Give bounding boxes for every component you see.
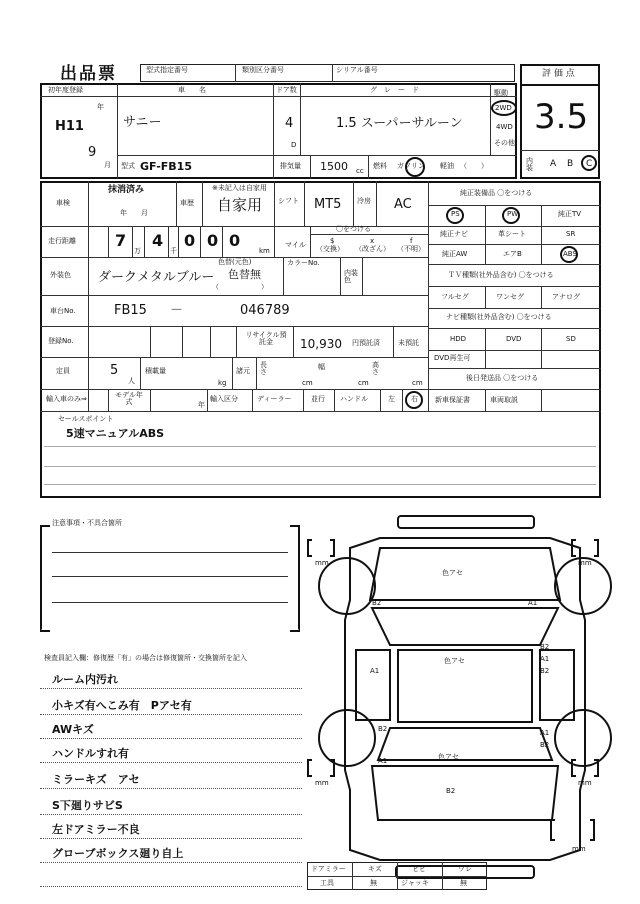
mileage-digit-1: 7	[115, 231, 127, 250]
class-no-label: 類別区分番号	[242, 66, 284, 74]
reg-label: 登録No.	[48, 337, 74, 345]
width-cm: cm	[358, 379, 369, 387]
inspection-ym: 年 月	[120, 209, 148, 217]
chassis-number: 046789	[240, 303, 290, 318]
capacity-unit: 人	[128, 377, 135, 385]
type-no-label: 型式指定番号	[146, 66, 188, 74]
interior-grade-label: 内装	[526, 157, 533, 172]
car-name-value: サニー	[123, 115, 162, 130]
mm-fl: mm	[315, 559, 329, 567]
color-no-label: カラーNo.	[287, 259, 320, 267]
model-year-label: モデル年式	[115, 391, 143, 406]
displacement-value: 1500	[320, 160, 348, 173]
tv-oneseg: ワンセグ	[496, 293, 524, 301]
shift-label: シフト	[278, 197, 299, 205]
mileage-man: 万	[134, 247, 141, 255]
dmg-right-b2-2: B2	[540, 667, 550, 675]
length-label: 長さ	[260, 361, 267, 376]
ac-label: 冷房	[357, 197, 371, 205]
spec-label: 諸元	[236, 367, 250, 375]
drive-label: 駆動	[494, 89, 508, 97]
era-value: H11	[55, 119, 84, 134]
first-reg-label: 初年度登録	[48, 86, 83, 94]
dmg-right-b2: B2	[540, 643, 550, 651]
mileage-mile: マイル	[285, 241, 306, 249]
recycle-unit: 円預託済	[352, 339, 380, 347]
grade-value: 1.5 スーパーサルーン	[336, 116, 463, 131]
dmg-roof-fade: 色アセ	[444, 657, 465, 665]
mileage-tamper: x	[370, 237, 375, 245]
repaint-label: 色替(元色)	[218, 258, 252, 266]
interior-grade-a: A	[550, 159, 557, 169]
length-cm: cm	[302, 379, 313, 387]
fuel-other: （ ）	[460, 162, 488, 170]
legend-tools-val: 無	[370, 879, 377, 887]
month-value: 9	[88, 145, 97, 160]
tv-fullseg: フルセグ	[441, 293, 469, 301]
dmg-rl-b2: B2	[378, 725, 388, 733]
drive-2wd: 2WD	[495, 104, 512, 112]
capacity-label: 定員	[56, 367, 70, 375]
notes-label: 注意事項・不具合箇所	[52, 519, 122, 527]
sales-text: 5速マニュアルABS	[66, 427, 165, 440]
tv-title: ＴＶ種類(社外品含む) 〇をつける	[448, 271, 554, 279]
dmg-fr-a1: A1	[528, 599, 538, 607]
repaint-paren: （ ）	[212, 283, 268, 291]
equip-sr: SR	[566, 230, 576, 238]
ac-value: AC	[394, 197, 412, 212]
load-kg: kg	[218, 379, 227, 387]
equip-leather: 革シート	[498, 230, 526, 238]
mileage-circle-note: 〇をつける	[336, 225, 371, 233]
navi-title: ナビ種類(社外品含む) 〇をつける	[446, 313, 552, 321]
recycle-value: 10,930	[300, 337, 342, 351]
mileage-digit-2: 4	[152, 231, 164, 250]
navi-hdd: HDD	[450, 335, 467, 343]
shift-value: MT5	[314, 197, 342, 212]
model-value: GF-FB15	[140, 160, 192, 173]
remark-3: AWキズ	[52, 723, 94, 736]
legend-crack: ヒビ	[412, 865, 426, 873]
load-label: 積載量	[145, 367, 166, 375]
import-label: 輸入車のみ⇒	[46, 395, 87, 403]
import-class-label: 輸入区分	[210, 395, 238, 403]
tv-analog: アナログ	[552, 293, 580, 301]
remark-5: ミラーキズ アセ	[52, 773, 140, 786]
fuel-label: 燃料	[373, 162, 387, 170]
month-unit: 月	[104, 161, 111, 169]
chassis-prefix: FB15	[114, 303, 147, 318]
mileage-exch-label: （交換）	[316, 245, 344, 253]
width-label: 幅	[318, 363, 325, 371]
legend-tools: 工具	[320, 879, 334, 887]
mileage-digit-3: 0	[184, 231, 196, 250]
equip-airbag: エアB	[503, 250, 522, 258]
history-label: 車歴	[180, 199, 194, 207]
chassis-dash: －	[170, 303, 184, 318]
mileage-label: 走行距離	[48, 237, 76, 245]
equip-navi: 純正ナビ	[440, 230, 468, 238]
remark-4: ハンドルすれ有	[52, 747, 129, 760]
remark-8: グローブボックス廻り自上	[52, 847, 184, 860]
equip-title: 純正装備品 〇をつける	[460, 189, 533, 197]
import-dealer: ディーラー	[257, 395, 292, 403]
dmg-fl-b2: B2	[372, 599, 382, 607]
interior-grade-c: C	[586, 159, 593, 169]
inspection-status: 抹消済み	[108, 185, 145, 195]
doors-label: ドア数	[276, 86, 297, 94]
rating-score: 3.5	[534, 97, 589, 137]
history-note: ※未記入は自家用	[212, 184, 267, 192]
legend-broken: ワレ	[458, 865, 472, 873]
rating-label: 評 価 点	[542, 69, 575, 79]
chassis-label: 車台No.	[50, 307, 76, 315]
legend-mirror: ドアミラー	[311, 865, 346, 873]
doors-value: 4	[285, 116, 294, 131]
door-unit: D	[291, 141, 297, 149]
import-parallel: 並行	[311, 395, 325, 403]
fuel-gasoline: ガソリン	[397, 162, 425, 170]
mm-rl: mm	[315, 779, 329, 787]
mileage-unknown-label: （不明）	[397, 245, 425, 253]
inspection-label: 車検	[56, 199, 70, 207]
height-cm: cm	[412, 379, 423, 387]
mileage-digit-4: 0	[207, 231, 219, 250]
mileage-km: km	[259, 247, 270, 255]
after-title: 後日発送品 〇をつける	[466, 374, 539, 382]
legend-scratch: キズ	[368, 865, 382, 873]
remark-7: 左ドアミラー不良	[52, 823, 140, 836]
mileage-digit-5: 0	[229, 231, 241, 250]
dmg-left-a1: A1	[370, 667, 380, 675]
drive-4wd: 4WD	[496, 123, 513, 131]
drive-other: その他	[494, 139, 515, 147]
handle-right: 右	[411, 395, 418, 403]
equip-abs: ABS	[563, 250, 577, 258]
serial-label: シリアル番号	[336, 66, 378, 74]
navi-sd: SD	[566, 335, 576, 343]
legend-jack-val: 無	[460, 879, 467, 887]
mm-rr: mm	[578, 779, 592, 787]
handle-left: 左	[388, 395, 395, 403]
capacity-value: 5	[110, 363, 119, 378]
dmg-rear-fade: 色アセ	[438, 753, 459, 761]
color-label: 外装色	[50, 271, 71, 279]
after-warranty: 新車保証書	[435, 396, 470, 404]
color-value: ダークメタルブルー	[98, 270, 215, 285]
legend-jack: ジャッキ	[401, 879, 429, 887]
equip-aw: 純正AW	[442, 250, 468, 258]
mileage-exch: $	[330, 237, 335, 245]
remark-6: S下廻りサビS	[52, 799, 123, 812]
year-unit: 年	[97, 103, 104, 111]
inspector-note: 検査員記入欄：修復歴「有」の場合は修復箇所・交換箇所を記入	[44, 654, 247, 662]
after-manual: 車両取説	[490, 396, 518, 404]
equip-ps: PS	[451, 210, 460, 218]
sheet-title: 出品票	[60, 64, 117, 84]
dmg-hood-fade: 色アセ	[442, 569, 463, 577]
fuel-diesel: 軽油	[440, 162, 454, 170]
dvd-playback: DVD再生可	[434, 354, 471, 362]
mm-fr: mm	[578, 559, 592, 567]
remark-1: ルーム内汚れ	[52, 673, 118, 686]
height-label: 高さ	[372, 361, 379, 376]
car-name-label: 車 名	[178, 86, 206, 94]
cc-unit: cc	[356, 167, 364, 175]
history-value: 自家用	[217, 196, 263, 214]
recycle-label: リサイクル預託金	[245, 331, 287, 346]
sales-label: セールスポイント	[58, 415, 114, 423]
grade-label: グ レ ー ド	[370, 86, 419, 94]
model-label: 型式	[121, 162, 135, 170]
interior-color-label: 内装色	[344, 269, 358, 284]
repaint-value: 色替無	[228, 268, 261, 281]
dmg-right-a1: A1	[540, 655, 550, 663]
navi-dvd: DVD	[506, 335, 522, 343]
dmg-rl-a1: A1	[378, 757, 388, 765]
mileage-unknown: f	[410, 237, 413, 245]
recycle-not: 未預託	[398, 339, 419, 347]
mileage-tamper-label: （改ざん）	[355, 245, 390, 253]
mm-rear: mm	[572, 845, 586, 853]
equip-pw: PW	[507, 210, 519, 218]
dmg-rr-b2: B2	[540, 741, 550, 749]
dmg-rr-a1: A1	[540, 729, 550, 737]
interior-grade-b: B	[567, 159, 574, 169]
equip-tv: 純正TV	[558, 210, 582, 218]
handle-label: ハンドル	[340, 395, 368, 403]
model-year-unit: 年	[198, 401, 205, 409]
remark-2: 小キズ有へこみ有 Pアセ有	[52, 699, 192, 712]
displacement-label: 排気量	[280, 162, 301, 170]
dmg-rear-b2: B2	[446, 787, 456, 795]
mileage-sen: 千	[170, 247, 177, 255]
